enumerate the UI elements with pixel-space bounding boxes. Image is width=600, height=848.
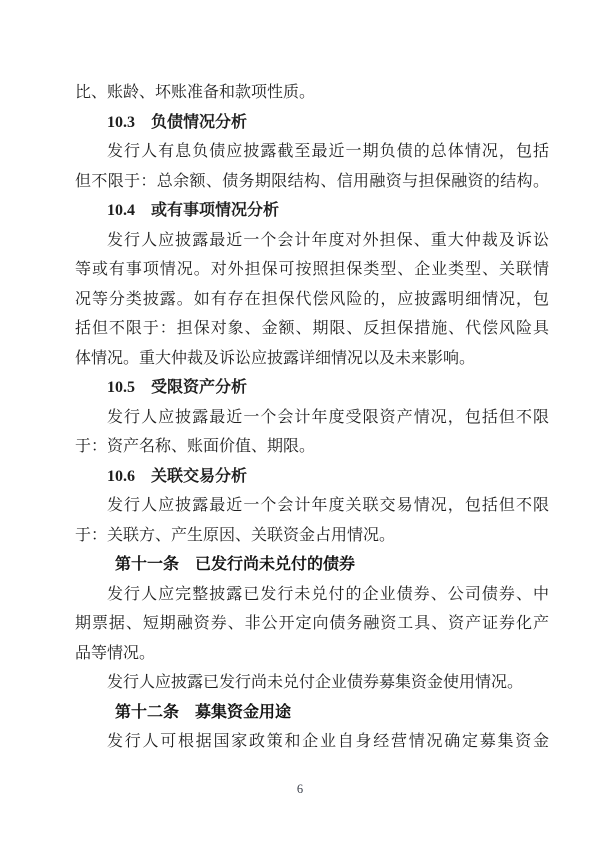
body-line: 发行人应完整披露已发行未兑付的企业债券、公司债券、中 <box>107 585 549 603</box>
body-line: 但不限于：总余额、债务期限结构、信用融资与担保融资的结构。 <box>75 172 549 190</box>
chapter-heading: 第十一条 已发行尚未兑付的债券 <box>115 556 356 573</box>
body-line: 况等分类披露。如有存在担保代偿风险的，应披露明细情况，包 <box>75 290 549 308</box>
body-line: 期票据、短期融资券、非公开定向债务融资工具、资产证券化产 <box>75 615 549 632</box>
body-line: 于：资产名称、账面价值、期限。 <box>75 438 316 455</box>
body-line: 发行人有息负债应披露截至最近一期负债的总体情况，包括 <box>107 143 549 160</box>
body-line: 括但不限于：担保对象、金额、期限、反担保措施、代偿风险具 <box>75 320 549 337</box>
section-heading: 10.5 受限资产分析 <box>107 379 248 396</box>
section-heading: 10.4 或有事项情况分析 <box>107 202 280 219</box>
section-heading: 10.3 负债情况分析 <box>107 113 248 131</box>
body-line: 体情况。重大仲裁及诉讼应披露详细情况以及未来影响。 <box>75 349 476 367</box>
body-line: 发行人应披露已发行尚未兑付企业债券募集资金使用情况。 <box>107 674 524 691</box>
body-line: 发行人应披露最近一个会计年度受限资产情况，包括但不限 <box>107 408 549 426</box>
body-line: 品等情况。 <box>75 644 156 662</box>
body-line: 等或有事项情况。对外担保可按照担保类型、企业类型、关联情 <box>75 261 549 278</box>
body-line: 发行人应披露最近一个会计年度关联交易情况，包括但不限 <box>107 497 549 514</box>
body-line: 发行人应披露最近一个会计年度对外担保、重大仲裁及诉讼 <box>107 231 549 249</box>
body-line: 于：关联方、产生原因、关联资金占用情况。 <box>75 526 396 544</box>
body-line: 比、账龄、坏账准备和款项性质。 <box>75 84 316 101</box>
section-heading: 10.6 关联交易分析 <box>107 467 248 485</box>
document-body <box>75 78 549 757</box>
chapter-heading: 第十二条 募集资金用途 <box>115 703 292 721</box>
page-number: 6 <box>296 782 304 796</box>
body-line: 发行人可根据国家政策和企业自身经营情况确定募集资金 <box>107 733 549 750</box>
